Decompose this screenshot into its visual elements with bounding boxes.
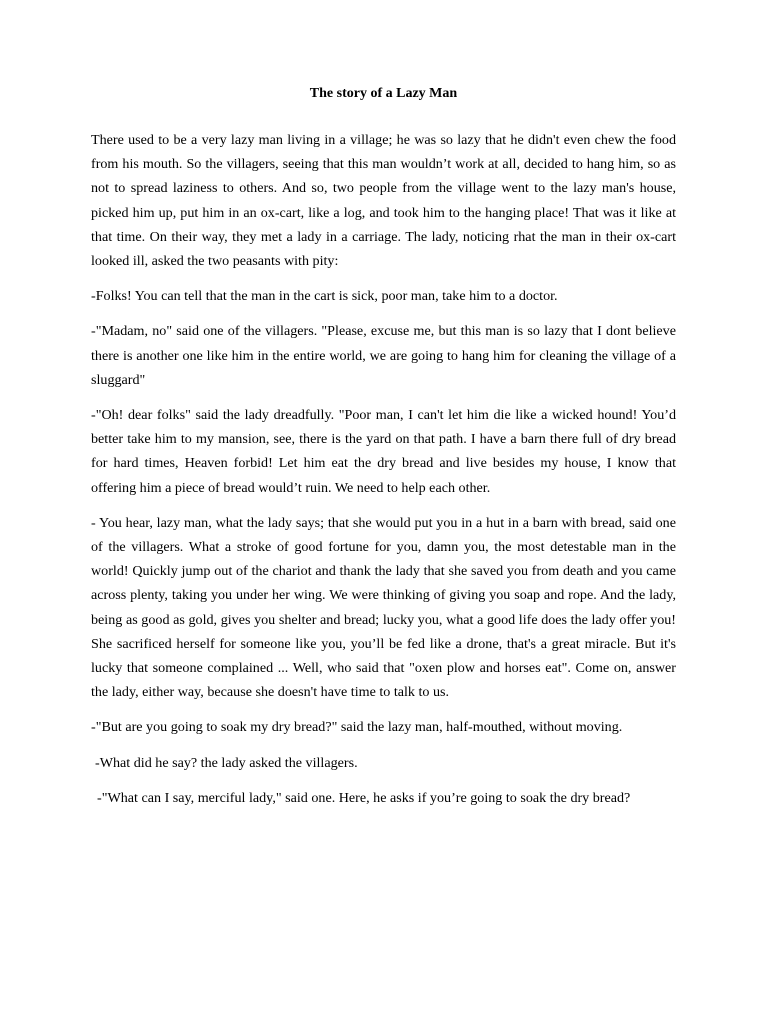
- paragraph-villager-speech: - You hear, lazy man, what the lady says; that she would put you in a hut in a barn with bread, said one of the villagers. What a stroke of good fortune for you, damn you, the most detestable man in the world! Quickly jump out of the chariot and thank the lady that she saved you from death and you came across plenty, taking you under her wing. We were thinking of giving you soap and rope. And the lady, being as good as gold, gives you shelter and bread; lucky you, what a good life does the lady offer you! She sacrificed herself for someone like you, you’ll be fed like a drone, that's a great miracle. But it's lucky that someone complained ... Well, who said that "oxen plow and horses eat". Come on, answer the lady, either way, because she doesn't have time to talk to us.: [91, 514, 676, 701]
- paragraph-intro: There used to be a very lazy man living in a village; he was so lazy that he didn't even chew the food from his mouth. So the villagers, seeing that this man wouldn’t work at all, decided to hang him, so as not to spread laziness to others. And so, two people from the village went to the lazy man's house, picked him up, put him in an ox-cart, like a log, and took him to the hanging place! That was it like at that time. On their way, they met a lady in a carriage. The lady, noticing rhat the man in their ox-cart looked ill, asked the two peasants with pity:: [91, 132, 676, 270]
- paragraph-villager-madam: -"Madam, no" said one of the villagers. "Please, excuse me, but this man is so lazy that I dont believe there is another one like him in the entire world, we are going to hang him for cleaning the village of a sluggard": [91, 323, 676, 388]
- paragraph-lazy-man-reply: -"But are you going to soak my dry bread?" said the lazy man, half-mouthed, without moving.: [91, 719, 623, 736]
- paragraph-lady-folks: -Folks! You can tell that the man in the cart is sick, poor man, take him to a doctor.: [91, 288, 558, 305]
- document-title: The story of a Lazy Man: [309, 86, 458, 101]
- paragraph-lady-question: -What did he say? the lady asked the villagers.: [95, 754, 358, 771]
- paragraph-lady-offer: -"Oh! dear folks" said the lady dreadfully. "Poor man, I can't let him die like a wicked hound! You’d better take him to my mansion, see, there is the yard on that path. I have a barn there full of dry bread for hard times, Heaven forbid! Let him eat the dry bread and live besides my house, I know that offering him a piece of bread would’t ruin. We need to help each other.: [91, 407, 676, 496]
- document-page: [91, 84, 676, 821]
- paragraph-villager-answer: -"What can I say, merciful lady," said one. Here, he asks if you’re going to soak the dry bread?: [97, 789, 631, 806]
